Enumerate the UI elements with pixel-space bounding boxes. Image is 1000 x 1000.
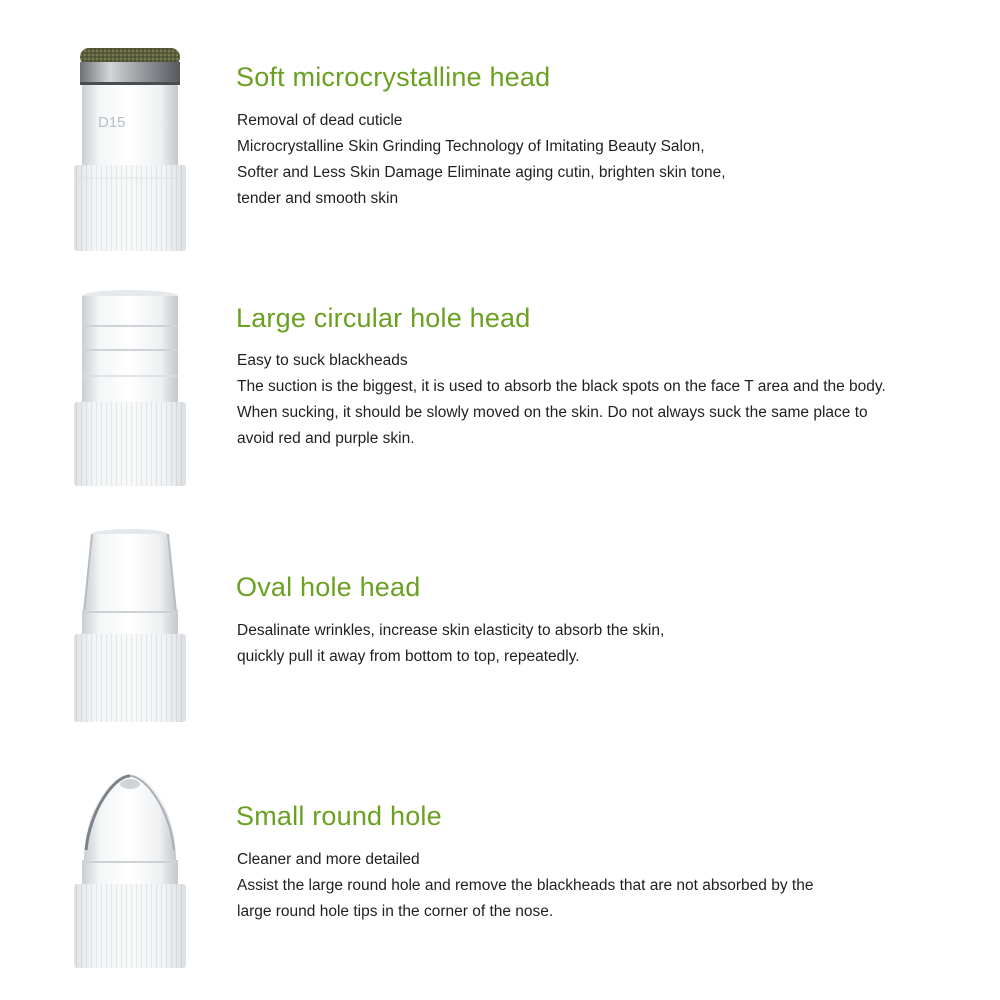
large-circular-hole-head-icon — [60, 288, 200, 488]
item-title: Oval hole head — [236, 572, 421, 602]
desc-line: When sucking, it should be slowly moved on the skin. Do not always suck the same place to — [237, 404, 868, 421]
desc-line: The suction is the biggest, it is used to absorb the black spots on the face T area and the body. — [237, 378, 886, 395]
small-round-hole-head-icon — [60, 770, 200, 970]
desc-line: Softer and Less Skin Damage Eliminate aging cutin, brighten skin tone, — [237, 164, 726, 181]
desc-line: large round hole tips in the corner of the nose. — [237, 903, 554, 920]
desc-line: avoid red and purple skin. — [237, 430, 415, 447]
desc-line: Microcrystalline Skin Grinding Technology of Imitating Beauty Salon, — [237, 138, 705, 155]
desc-line: Assist the large round hole and remove the blackheads that are not absorbed by the — [237, 877, 814, 894]
item-description — [237, 847, 977, 925]
item-description — [237, 108, 977, 212]
item-title: Small round hole — [236, 801, 442, 831]
item-title: Large circular hole head — [236, 303, 531, 333]
oval-hole-head-icon — [60, 526, 200, 724]
desc-line: tender and smooth skin — [237, 190, 399, 207]
desc-line: Easy to suck blackheads — [237, 352, 408, 369]
item-description — [237, 618, 977, 670]
engraving-label: D15 — [98, 114, 126, 131]
desc-line: Desalinate wrinkles, increase skin elasticity to absorb the skin, — [237, 622, 665, 639]
desc-line: Cleaner and more detailed — [237, 851, 420, 868]
microcrystalline-head-icon — [60, 38, 200, 258]
desc-line: Removal of dead cuticle — [237, 112, 403, 129]
item-title: Soft microcrystalline head — [236, 62, 551, 92]
item-description — [237, 348, 977, 452]
desc-line: quickly pull it away from bottom to top, repeatedly. — [237, 648, 580, 665]
